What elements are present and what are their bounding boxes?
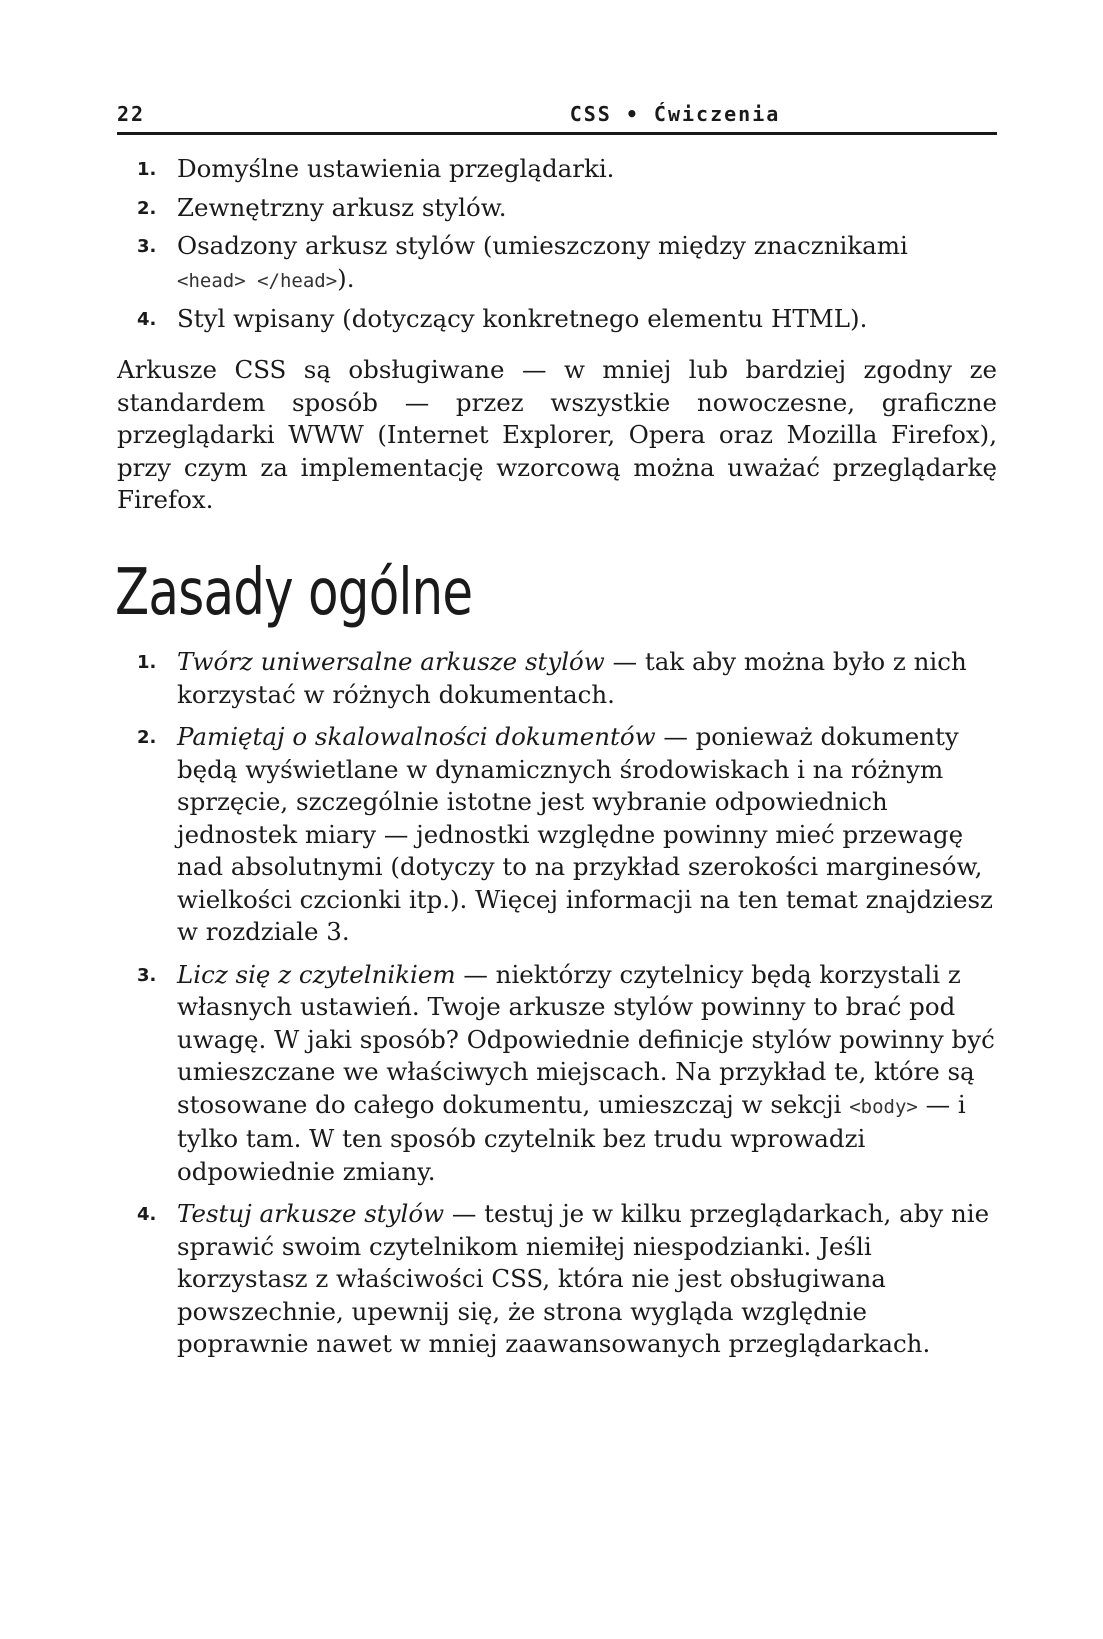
running-header — [117, 96, 997, 135]
list-item — [117, 303, 997, 336]
header-title: CSS • Ćwiczenia — [569, 102, 781, 126]
rule-text: — niektórzy czytelnicy będą korzystali z własnych ustawień. Twoje arkusze stylów powinny to brać pod uwagę. W jaki sposób? Odpowiednie definicje stylów powinny być umieszczane we właściwych miejscach. Na przykład te, które są stosowane do całego dokumentu, umieszczaj w sekcji — [177, 959, 995, 1119]
cascade-order-list — [117, 153, 997, 342]
list-number: 4. — [137, 1204, 157, 1225]
rule-text: — ponieważ dokumenty będą wyświetlane w dynamicznych środowiskach i na różnym sprzęcie, szczególnie istotne jest wybranie odpowiednich jednostek miary — jednostki względne powinny mieć przewagę nad absolutnymi (dotyczy to na przykład szerokości marginesów, wielkości czcionki itp.). Więcej informacji na ten temat znajdziesz w rozdziale 3. — [177, 722, 993, 946]
list-item — [117, 230, 997, 297]
page-number: 22 — [117, 102, 146, 126]
list-item-text: Domyślne ustawienia przeglądarki. — [177, 154, 615, 183]
rule-term: Licz się z czytelnikiem — [177, 959, 456, 989]
rule-term: Pamiętaj o skalowalności dokumentów — [177, 722, 656, 751]
list-number: 4. — [137, 309, 157, 330]
list-item — [117, 192, 997, 225]
list-item-text: Osadzony arkusz stylów (umieszczony między znacznikami — [177, 231, 908, 260]
list-item — [117, 153, 997, 186]
list-item — [117, 646, 997, 711]
rule-term: Testuj arkusze stylów — [177, 1199, 445, 1228]
list-number: 2. — [137, 197, 157, 219]
rule-text-end: — i tylko tam. W ten sposób czytelnik bez trudu wprowadzi odpowiednie zmiany. — [177, 1089, 966, 1186]
list-item-text-end: ). — [337, 263, 355, 293]
code-snippet: <head> </head> — [177, 269, 338, 292]
general-rules-list — [117, 646, 997, 1371]
list-number: 3. — [137, 236, 157, 257]
book-page — [117, 0, 997, 1639]
section-heading: Zasady ogólne — [115, 556, 473, 630]
list-item-text: Styl wpisany (dotyczący konkretnego elementu HTML). — [177, 304, 868, 333]
rule-text: — testuj je w kilku przeglądarkach, aby nie sprawić swoim czytelnikom niemiłej niespodzianki. Jeśli korzystasz z właściwości CSS, która nie jest obsługiwana powszechnie, upewnij się, że strona wygląda względnie poprawnie nawet w mniej zaawansowanych przeglądarkach. — [177, 1199, 990, 1358]
intro-paragraph: Arkusze CSS są obsługiwane — w mniej lub bardziej zgodny ze standardem sposób — przez wszystkie nowoczesne, graficzne przeglądarki WWW (Internet Explorer, Opera oraz Mozilla Firefox), przy czym za implementację wzorcową można uważać przeglądarkę Firefox. — [117, 355, 997, 514]
list-item — [117, 721, 997, 949]
list-item — [117, 1198, 997, 1361]
rule-term: Twórz uniwersalne arkusze stylów — [177, 647, 605, 676]
list-item-text: Zewnętrzny arkusz stylów. — [177, 192, 507, 222]
rule-text: — tak aby można było z nich korzystać w różnych dokumentach. — [177, 647, 967, 709]
list-number: 2. — [137, 727, 157, 748]
code-snippet: <body> — [849, 1095, 918, 1118]
list-item — [117, 959, 997, 1189]
list-number: 1. — [137, 159, 157, 180]
list-number: 3. — [137, 964, 157, 986]
list-number: 1. — [137, 652, 157, 673]
